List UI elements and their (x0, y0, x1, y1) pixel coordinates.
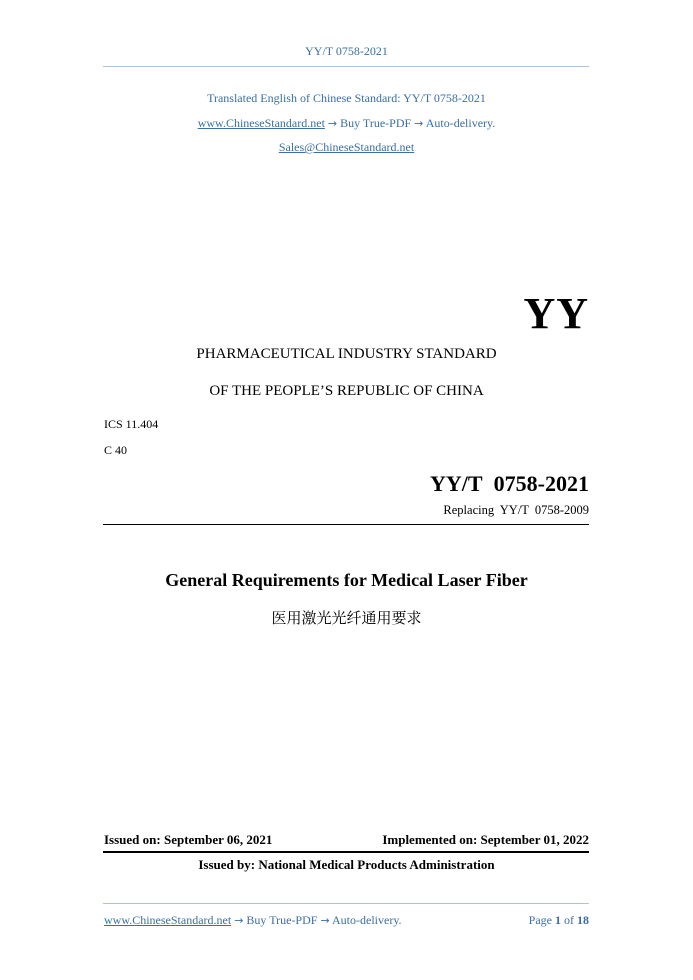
replacing-note: Replacing YY/T 0758-2009 (443, 503, 589, 517)
standard-mark: YY (523, 289, 589, 338)
ccs-code: C 40 (104, 443, 128, 457)
number-divider (103, 524, 589, 525)
title-english: General Requirements for Medical Laser Fiber (165, 570, 528, 590)
banner-delivery-text: Auto-delivery. (425, 116, 496, 130)
page-total: 18 (577, 913, 589, 927)
arrow-right-icon: → (414, 117, 424, 130)
running-header: YY/T 0758-2021 (305, 44, 388, 58)
industry-line-2: OF THE PEOPLE’S REPUBLIC OF CHINA (209, 383, 484, 399)
standard-number: YY/T 0758-2021 (430, 471, 589, 496)
ics-code: ICS 11.404 (104, 417, 159, 431)
banner-email-line (0, 140, 693, 155)
banner-translation-line: Translated English of Chinese Standard: YY/T 0758-2021 (207, 91, 486, 105)
page-word: Page (528, 913, 552, 927)
footer-links-line (104, 913, 402, 928)
arrow-right-icon: → (327, 117, 338, 130)
implemented-on: Implemented on: September 01, 2022 (382, 832, 589, 847)
issued-on: Issued on: September 06, 2021 (104, 832, 273, 847)
header-divider (103, 66, 589, 67)
banner-buy-text: Buy True-PDF (340, 116, 412, 130)
arrow-right-icon: → (320, 914, 330, 927)
banner-links-line (0, 116, 693, 131)
dates-divider (103, 851, 589, 853)
footer-delivery-text: Auto-delivery. (332, 913, 402, 927)
issued-by: Issued by: National Medical Products Administration (198, 857, 495, 872)
page-current: 1 (555, 913, 561, 927)
banner-email-link[interactable]: Sales@ChineseStandard.net (278, 140, 415, 154)
footer-site-link[interactable]: www.ChineseStandard.net (104, 913, 232, 927)
page-of: of (564, 913, 574, 927)
arrow-right-icon: → (234, 914, 244, 927)
industry-line-1: PHARMACEUTICAL INDUSTRY STANDARD (196, 346, 497, 362)
footer-buy-text: Buy True-PDF (246, 913, 318, 927)
footer-divider (103, 903, 589, 904)
banner-site-link[interactable]: www.ChineseStandard.net (197, 116, 325, 130)
page-indicator (529, 913, 589, 928)
title-chinese: 医用激光光纤通用要求 (271, 609, 422, 627)
